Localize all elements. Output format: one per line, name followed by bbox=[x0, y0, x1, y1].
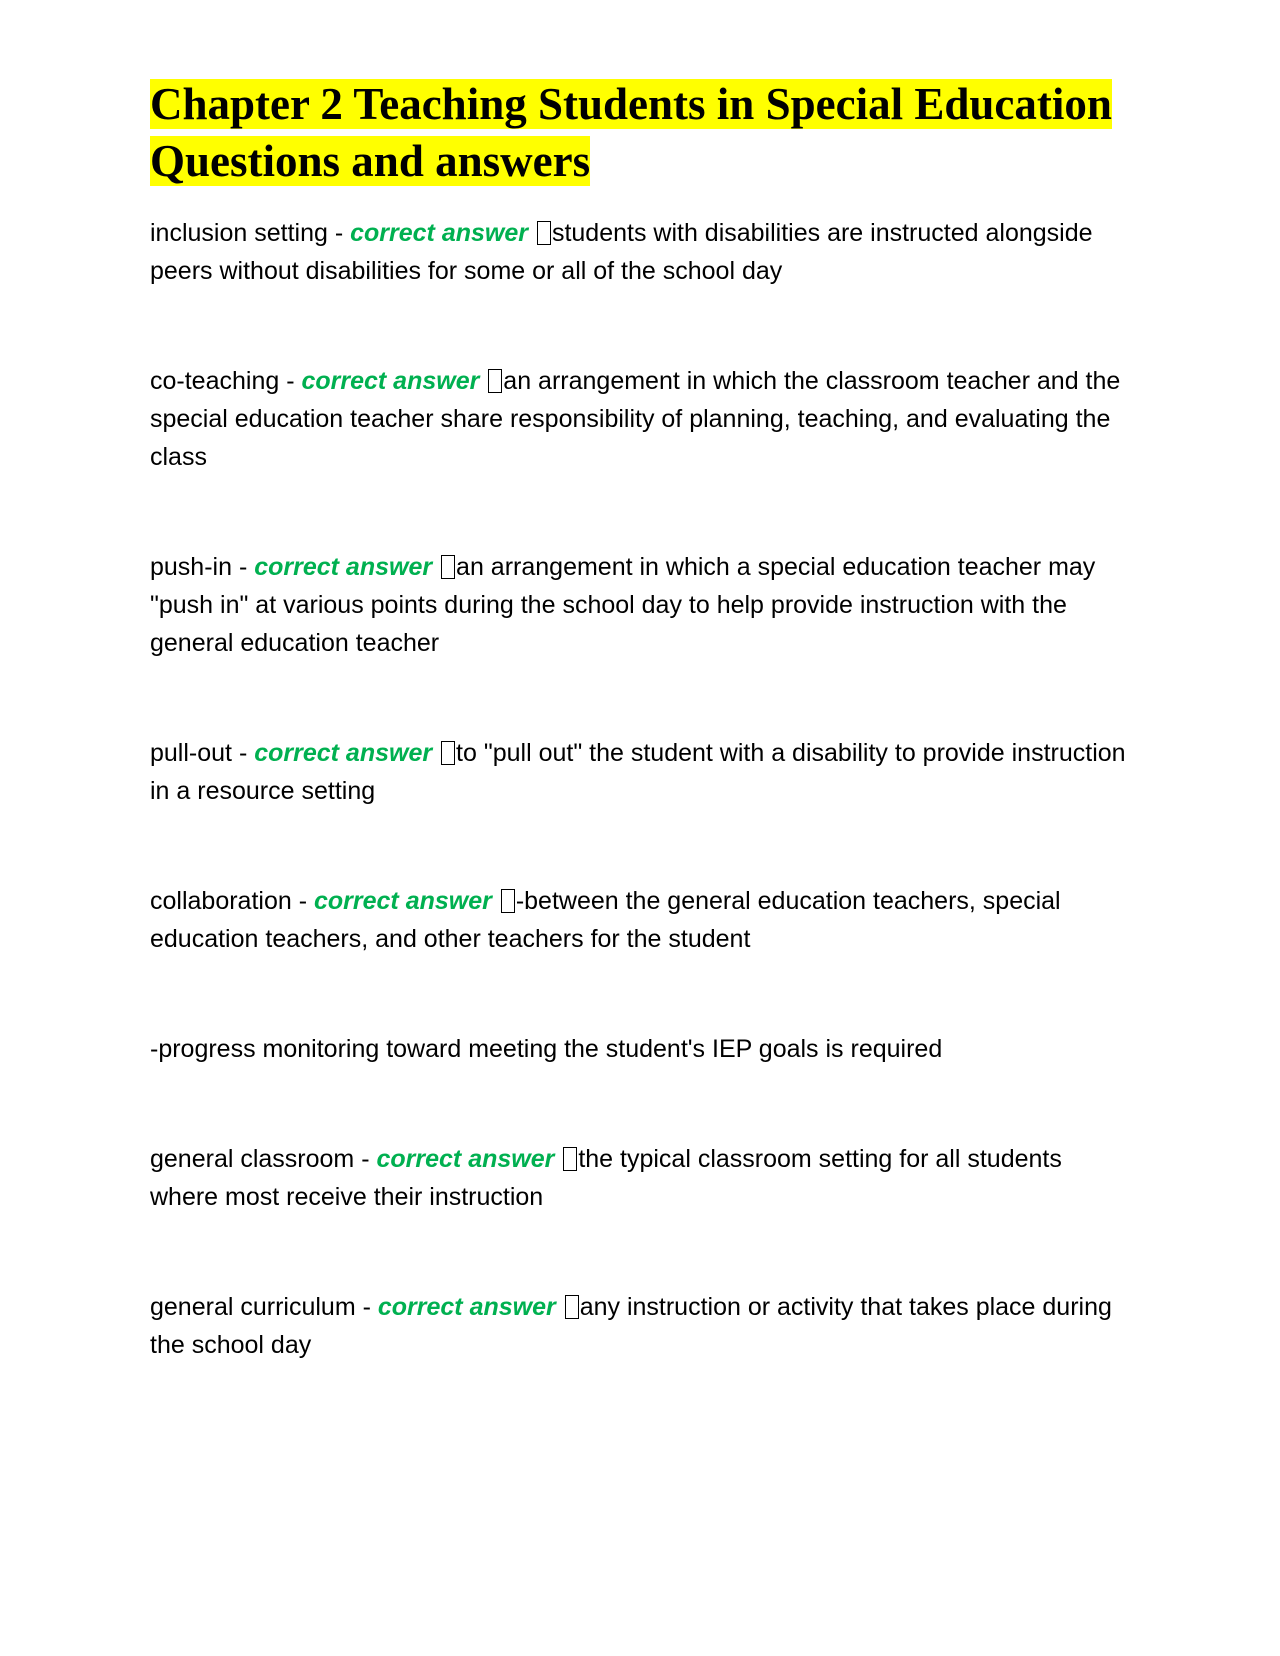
missing-glyph-box-icon bbox=[441, 555, 455, 579]
standalone-note: -progress monitoring toward meeting the student's IEP goals is required bbox=[150, 1035, 943, 1063]
correct-answer-label: correct answer bbox=[377, 1293, 556, 1321]
qa-entry-co-teaching bbox=[150, 362, 1130, 476]
missing-glyph-box-icon bbox=[537, 221, 551, 245]
entry-term: general classroom bbox=[150, 1145, 355, 1173]
entry-separator: - bbox=[327, 219, 351, 247]
entry-definition: an arrangement in which the classroom teacher and the special education teacher share responsibility of planning, teaching, and evaluating the class bbox=[150, 367, 1121, 471]
document-title bbox=[150, 76, 1130, 190]
entry-definition: students with disabilities are instructed alongside peers without disabilities for some or all of the school day bbox=[150, 219, 1093, 285]
correct-answer-label: correct answer bbox=[254, 739, 433, 767]
entry-separator: - bbox=[232, 739, 255, 767]
qa-entry-push-in bbox=[150, 548, 1130, 662]
correct-answer-label: correct answer bbox=[350, 219, 528, 247]
entry-separator: - bbox=[355, 1293, 378, 1321]
qa-entry-collaboration bbox=[150, 882, 1130, 958]
entry-definition: to "pull out" the student with a disability to provide instruction in a resource setting bbox=[150, 739, 1126, 805]
qa-entry-inclusion-setting bbox=[150, 214, 1130, 290]
entry-separator: - bbox=[354, 1145, 377, 1173]
correct-answer-label: correct answer bbox=[254, 553, 433, 581]
entry-separator: - bbox=[291, 887, 314, 915]
entry-definition: -between the general education teachers, special education teachers, and other teachers for the student bbox=[150, 887, 1061, 953]
entry-term: co-teaching bbox=[150, 367, 280, 395]
entry-term: push-in bbox=[150, 553, 232, 581]
entry-separator: - bbox=[232, 553, 255, 581]
entry-term: general curriculum bbox=[150, 1293, 356, 1321]
qa-entry-pull-out bbox=[150, 734, 1130, 810]
entry-term: collaboration bbox=[150, 887, 292, 915]
entry-separator: - bbox=[279, 367, 302, 395]
entry-term: inclusion setting bbox=[150, 219, 328, 247]
missing-glyph-box-icon bbox=[565, 1295, 579, 1319]
missing-glyph-box-icon bbox=[563, 1147, 577, 1171]
document-page bbox=[150, 76, 1130, 1436]
qa-entry-general-classroom bbox=[150, 1140, 1130, 1216]
entry-definition: the typical classroom setting for all students where most receive their instruction bbox=[150, 1145, 1062, 1211]
missing-glyph-box-icon bbox=[441, 741, 455, 765]
missing-glyph-box-icon bbox=[501, 889, 515, 913]
title-highlight: Chapter 2 Teaching Students in Special Education Questions and answers bbox=[150, 79, 1112, 186]
entry-definition: any instruction or activity that takes place during the school day bbox=[150, 1293, 1112, 1359]
correct-answer-label: correct answer bbox=[301, 367, 480, 395]
qa-entry-general-curriculum bbox=[150, 1288, 1130, 1364]
correct-answer-label: correct answer bbox=[376, 1145, 555, 1173]
entry-term: pull-out bbox=[150, 739, 232, 767]
missing-glyph-box-icon bbox=[488, 369, 502, 393]
correct-answer-label: correct answer bbox=[313, 887, 492, 915]
entry-definition: an arrangement in which a special education teacher may "push in" at various points during the school day to help provide instruction with the general education teacher bbox=[150, 553, 1096, 657]
